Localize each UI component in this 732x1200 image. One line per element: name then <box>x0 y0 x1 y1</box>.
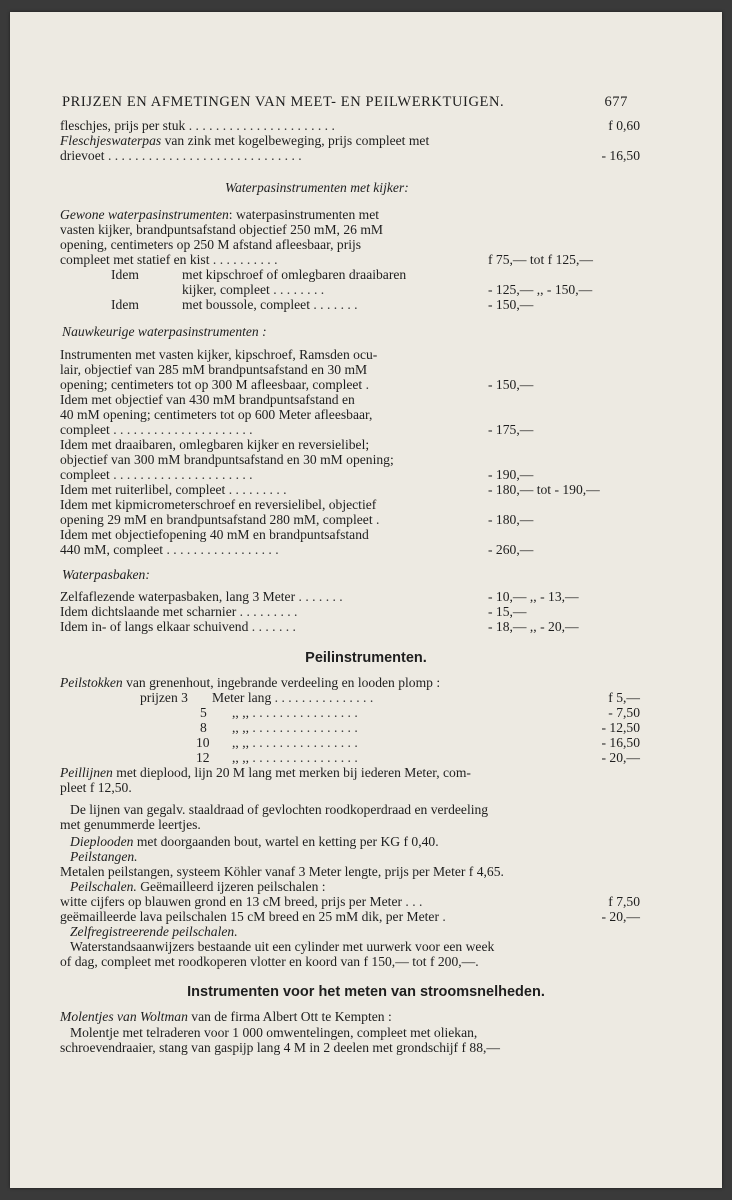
line: Molentje met telraderen voor 1 000 omwentelingen, compleet met oliekan, <box>70 1025 478 1040</box>
line: 40 mM opening; centimeters tot op 600 Meter afleesbaar, <box>60 407 373 422</box>
line: Dieplooden met doorgaanden bout, wartel en ketting per KG f 0,40. <box>70 834 439 849</box>
line: Peilstokken van grenenhout, ingebrande verdeeling en looden plomp : <box>60 675 441 690</box>
line: Peilstangen. <box>70 849 138 864</box>
price: - 16,50 <box>601 148 640 163</box>
line: Zelfaflezende waterpasbaken, lang 3 Meter . . . . . . . - 10,— ,, - 13,— <box>60 589 579 604</box>
price: - 150,— <box>488 377 534 392</box>
line: Instrumenten met vasten kijker, kipschroef, Ramsden ocu- <box>60 347 378 362</box>
line: opening, centimeters op 250 M afstand afleesbaar, prijs <box>60 237 362 252</box>
line: Idem met kipmicrometerschroef en reversielibel, objectief <box>60 497 377 512</box>
line: Idem met objectief van 430 mM brandpuntsafstand en <box>60 392 355 407</box>
line: Metalen peilstangen, systeem Köhler vanaf 3 Meter lengte, prijs per Meter f 4,65. <box>60 864 504 879</box>
line: pleet f 12,50. <box>60 780 132 795</box>
line: of dag, compleet met roodkoperen vlotter en koord van f 150,— tot f 200,—. <box>60 954 479 969</box>
price: - 20,— <box>601 909 640 924</box>
line: Idem met draaibaren, omlegbaren kijker en reversielibel; <box>60 437 370 452</box>
line-fleschjes: fleschjes, prijs per stuk . . . . . . . . . . . . . . . . . . . . . . f 0,60 <box>60 118 640 133</box>
line: lair, objectief van 285 mM brandpuntsafstand en 30 mM <box>60 362 368 377</box>
line: Idem dichtslaande met scharnier . . . . . . . . . - 15,— <box>60 604 527 619</box>
price: - 260,— <box>488 542 534 557</box>
section-title-waterpas-kijker: Waterpasinstrumenten met kijker: <box>225 180 409 195</box>
heading-peilinstrumenten: Peilinstrumenten. <box>305 650 427 666</box>
line: Peillijnen met dieplood, lijn 20 M lang met merken bij iederen Meter, com- <box>60 765 471 780</box>
price: - 175,— <box>488 422 534 437</box>
line: met genummerde leertjes. <box>60 817 201 832</box>
page-number: 677 <box>604 94 628 110</box>
price: - 125,— ,, - 150,— <box>488 282 593 297</box>
line: Peilschalen. Geëmailleerd ijzeren peilschalen : <box>70 879 326 894</box>
price: - 180,— tot - 190,— <box>488 482 600 497</box>
line: witte cijfers op blauwen grond en 13 cM breed, prijs per Meter . . . f 7,50 <box>60 894 640 909</box>
header-title: PRIJZEN EN AFMETINGEN VAN MEET- EN PEILWERKTUIGEN. <box>62 94 505 110</box>
price: f 7,50 <box>608 894 640 909</box>
price: f 5,— <box>608 690 640 705</box>
line-fleschjeswaterpas: Fleschjeswaterpas van zink met kogelbeweging, prijs compleet met <box>60 133 430 148</box>
line: Idem met objectiefopening 40 mM en brandpuntsafstand <box>60 527 369 542</box>
price: - 150,— <box>488 297 534 312</box>
price: f 0,60 <box>608 118 640 133</box>
line: compleet met statief en kist . . . . . . . . . . f 75,— tot f 125,— <box>60 252 593 267</box>
section-title-waterpasbaken: Waterpasbaken: <box>62 567 150 582</box>
price: - 15,— <box>488 604 527 619</box>
line: Waterstandsaanwijzers bestaande uit een cylinder met uurwerk voor een week <box>70 939 495 954</box>
heading-stroomsnelheden: Instrumenten voor het meten van stroomsnelheden. <box>187 984 545 1000</box>
line: 440 mM, compleet . . . . . . . . . . . . . . . . . - 260,— <box>60 542 534 557</box>
running-header <box>62 94 628 111</box>
line: Zelfregistreerende peilschalen. <box>70 924 238 939</box>
line-drievoet: drievoet . . . . . . . . . . . . . . . . . . . . . . . . . . . . . - 16,50 <box>60 148 640 163</box>
price: - 180,— <box>488 512 534 527</box>
line: compleet . . . . . . . . . . . . . . . . . . . . . - 175,— <box>60 422 534 437</box>
line: Gewone waterpasinstrumenten: waterpasinstrumenten met <box>60 207 380 222</box>
line: compleet . . . . . . . . . . . . . . . . . . . . . - 190,— <box>60 467 534 482</box>
line: opening 29 mM en brandpuntsafstand 280 mM, compleet . - 180,— <box>60 512 534 527</box>
line: Idem met ruiterlibel, compleet . . . . . . . . . - 180,— tot - 190,— <box>60 482 600 497</box>
line: Idem in- of langs elkaar schuivend . . . . . . . - 18,— ,, - 20,— <box>60 619 579 634</box>
price: - 7,50 <box>608 705 640 720</box>
book-page: PRIJZEN EN AFMETINGEN VAN MEET- EN PEILWERKTUIGEN. 677 fleschjes, prijs per stuk . . . . . . . . . . . . . . . . . . . . . . f 0,60 Fleschjeswaterpas van zink met kogelbeweging, prijs compleet met drievoet . . . . . . . . . . . . . . . . . . . . . . . . . . . . . - 16,50 Waterpasinstrumenten met kijker: Gewone waterpasinstrumenten: waterpasinstrumenten met vasten kijker, brandpuntsafstand objectief 250 mM, 26 mM opening, centimeters op 250 M afstand afleesbaar, prijs compleet met statief en kist . . . . . . . . . . f 75,— tot f 125,— Idem met kipschroef of omlegbaren draaibaren kijker, compleet . . . . . . . . - 125,— ,, - 150,— Idem met boussole, compleet . . . . . . . - 150,— Nauwkeurige waterpasinstrumenten : Instrumenten met vasten kijker, kipschroef, Ramsden ocu- lair, objectief van 285 mM brandpuntsafstand en 30 mM opening; centimeters tot op 300 M afleesbaar, compleet . - 150,— Idem met objectief van 430 mM brandpuntsafstand en 40 mM opening; centimeters tot op 600 Meter afleesbaar, compleet . . . . . . . . . . . . . . . . . . . . . - 175,— Idem met draaibaren, omlegbaren kijker en reversielibel; objectief van 300 mM brandpuntsafstand en 30 mM opening; compleet . . . . . . . . . . . . . . . . . . . . . - 190,— Idem met ruiterlibel, compleet . . . . . . . . . - 180,— tot - 190,— Idem met kipmicrometerschroef en reversielibel, objectief opening 29 mM en brandpuntsafstand 280 mM, compleet . - 180,— Idem met objectiefopening 40 mM en brandpuntsafstand 440 mM, compleet . . . . . . . . . . . . . . . . . - 260,— Waterpasbaken: Zelfaflezende waterpasbaken, lang 3 Meter . . . . . . . - 10,— ,, - 13,— Idem dichtslaande met scharnier . . . . . . . . . - 15,— Idem in- of langs elkaar schuivend . . . . . . . - 18,— ,, - 20,— Peilinstrumenten. Peilstokken van grenenhout, ingebrande verdeeling en looden plomp : prijzen 3 Meter lang . . . . . . . . . . . . . . . f 5,— 5 ,, ,, . . . . . . . . . . . . . . . . - 7,50 8 ,, ,, . . . . . . . . . . . . . . . . - 12,50 10 ,, ,, . . . . . . . . . . . . . . . . - 16,50 12 ,, ,, . . . . . . . . . . . . . . . . - 20,— Peillijnen met dieplood, lijn 20 M lang met merken bij iederen Meter, com- pleet f 12,50. De lijnen van gegalv. staaldraad of gevlochten roodkoperdraad en verdeeling met genummerde leertjes. Dieplooden met doorgaanden bout, wartel en ketting per KG f 0,40. Peilstangen. Metalen peilstangen, systeem Köhler vanaf 3 Meter lengte, prijs per Meter f 4,65. Peilschalen. Geëmailleerd ijzeren peilschalen : witte cijfers op blauwen grond en 13 cM breed, prijs per Meter . . . f 7,50 geëmailleerde lava peilschalen 15 cM breed en 25 mM dik, per Meter . - 20,— Zelfregistreerende peilschalen. Waterstandsaanwijzers bestaande uit een cylinder met uurwerk voor een week of dag, compleet met roodkoperen vlotter en koord van f 150,— tot f 200,—. Instrumenten voor het meten van stroomsnelheden. Molentjes van Woltman van de firma Albert Ott te Kempten : Molentje met telraderen voor 1 000 omwentelingen, compleet met oliekan, schroevendraaier, stang van gaspijp lang 4 M in 2 deelen met grondschijf f 88,— <box>10 12 722 1188</box>
price: - 18,— ,, - 20,— <box>488 619 579 634</box>
line: Molentjes van Woltman van de firma Albert Ott te Kempten : <box>60 1009 392 1024</box>
line: geëmailleerde lava peilschalen 15 cM breed en 25 mM dik, per Meter . - 20,— <box>60 909 640 924</box>
line: opening; centimeters tot op 300 M afleesbaar, compleet . - 150,— <box>60 377 534 392</box>
price: - 20,— <box>601 750 640 765</box>
price: - 10,— ,, - 13,— <box>488 589 579 604</box>
section-title-nauwkeurige: Nauwkeurige waterpasinstrumenten : <box>62 324 267 339</box>
line: objectief van 300 mM brandpuntsafstand en 30 mM opening; <box>60 452 394 467</box>
price: - 190,— <box>488 467 534 482</box>
line: vasten kijker, brandpuntsafstand objectief 250 mM, 26 mM <box>60 222 383 237</box>
price: - 12,50 <box>601 720 640 735</box>
line: schroevendraaier, stang van gaspijp lang 4 M in 2 deelen met grondschijf f 88,— <box>60 1040 500 1055</box>
price: - 16,50 <box>601 735 640 750</box>
line: De lijnen van gegalv. staaldraad of gevlochten roodkoperdraad en verdeeling <box>70 802 489 817</box>
price: f 75,— tot f 125,— <box>488 252 593 267</box>
